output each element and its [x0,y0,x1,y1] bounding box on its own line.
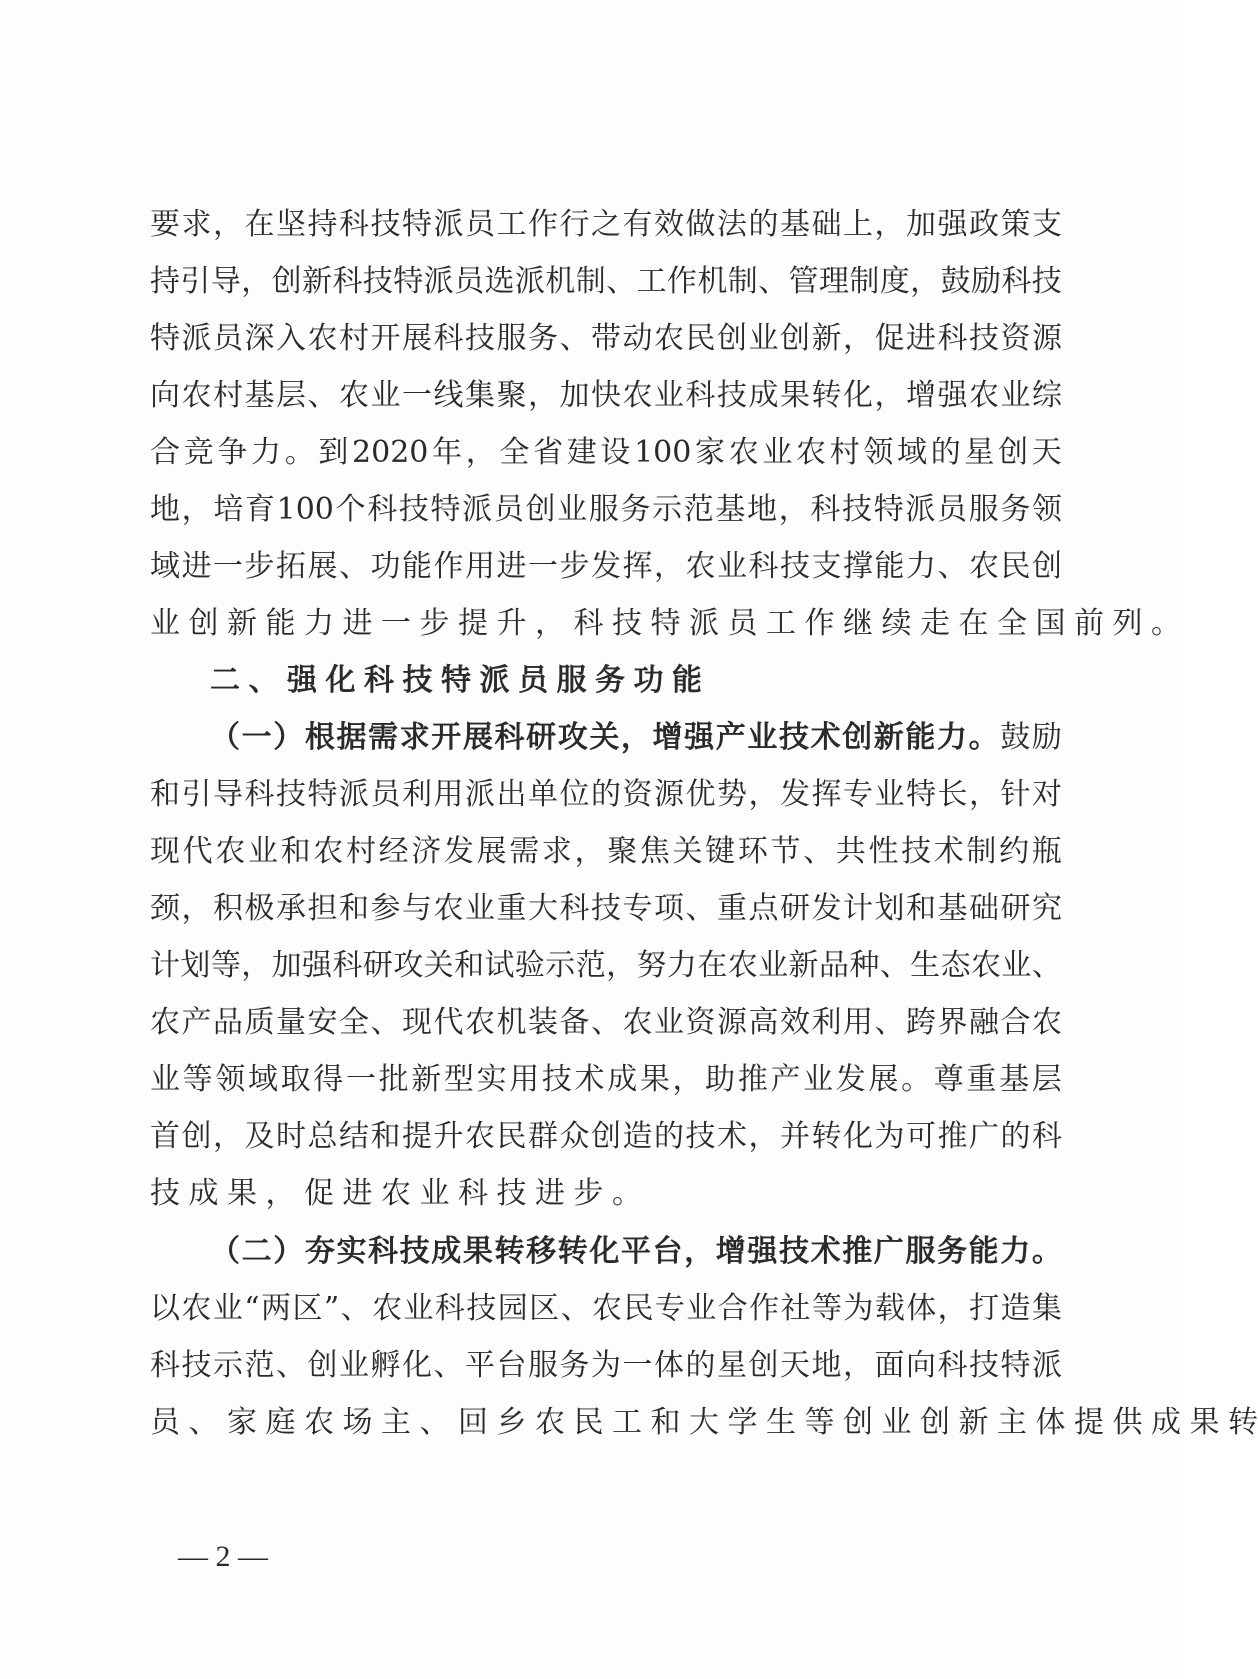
text-line: （ 二 ） 夯 实 科 技 成 果 转 移 转 化 平 台 ， 增 强 技 术 推 广 服 务 能 力 。 [210,1234,1062,1269]
text-line: 员 、 家 庭 农 场 主 、 回 乡 农 民 工 和 大 学 生 等 创 业 创 新 主 体 提 供 成 果 转 [150,1405,1258,1440]
text-line: 特 派 员 深 入 农 村 开 展 科 技 服 务 、 带 动 农 民 创 业 创 新 ， 促 进 科 技 资 源 [150,321,1062,356]
text-line: 要 求 ， 在 坚 持 科 技 特 派 员 工 作 行 之 有 效 做 法 的 基 础 上 ， 加 强 政 策 支 [150,207,1062,242]
text-line: 首 创 ， 及 时 总 结 和 提 升 农 民 群 众 创 造 的 技 术 ， 并 转 化 为 可 推 广 的 科 [150,1119,1062,1154]
text-line: 域 进 一 步 拓 展 、 功 能 作 用 进 一 步 发 挥 ， 农 业 科 技 支 撑 能 力 、 农 民 创 [150,549,1062,584]
text-line: 技 成 果 ， 促 进 农 业 科 技 进 步 。 [150,1176,642,1211]
text-line: 和 引 导 科 技 特 派 员 利 用 派 出 单 位 的 资 源 优 势 ， 发 挥 专 业 特 长 ， 针 对 [150,777,1062,812]
section-heading: 二 、 强 化 科 技 特 派 员 服 务 功 能 [210,663,702,698]
text-line: 农 产 品 质 量 安 全 、 现 代 农 机 装 备 、 农 业 资 源 高 效 利 用 、 跨 界 融 合 农 [150,1005,1062,1040]
text-line: （ 一 ） 根 据 需 求 开 展 科 研 攻 关 ， 增 强 产 业 技 术 创 新 能 力 。 鼓 励 [210,720,1062,755]
page-number: — 2 — [178,1540,268,1573]
text-line: 地 ， 培 育 100 个 科 技 特 派 员 创 业 服 务 示 范 基 地 ， 科 技 特 派 员 服 务 领 [150,492,1062,527]
text-line: 向 农 村 基 层 、 农 业 一 线 集 聚 ， 加 快 农 业 科 技 成 果 转 化 ， 增 强 农 业 综 [150,378,1062,413]
text-line: 科 技 示 范 、 创 业 孵 化 、 平 台 服 务 为 一 体 的 星 创 天 地 ， 面 向 科 技 特 派 [150,1348,1062,1383]
text-line: 以 农 业 “ 两 区 ” 、 农 业 科 技 园 区 、 农 民 专 业 合 作 社 等 为 载 体 ， 打 造 集 [150,1291,1062,1326]
text-line: 持 引 导 ， 创 新 科 技 特 派 员 选 派 机 制 、 工 作 机 制 、 管 理 制 度 ， 鼓 励 科 技 [150,264,1062,299]
text-line: 合 竞 争 力 。 到 2020 年 ， 全 省 建 设 100 家 农 业 农 村 领 域 的 星 创 天 [150,435,1062,470]
text-line: 业 等 领 域 取 得 一 批 新 型 实 用 技 术 成 果 ， 助 推 产 业 发 展 。 尊 重 基 层 [150,1062,1062,1097]
text-line: 业 创 新 能 力 进 一 步 提 升 ， 科 技 特 派 员 工 作 继 续 走 在 全 国 前 列 。 [150,606,1181,641]
text-line: 现 代 农 业 和 农 村 经 济 发 展 需 求 ， 聚 焦 关 键 环 节 、 共 性 技 术 制 约 瓶 [150,834,1062,869]
text-line: 计 划 等 ， 加 强 科 研 攻 关 和 试 验 示 范 ， 努 力 在 农 业 新 品 种 、 生 态 农 业 、 [150,948,1062,983]
text-line: 颈 ， 积 极 承 担 和 参 与 农 业 重 大 科 技 专 项 、 重 点 研 发 计 划 和 基 础 研 究 [150,891,1062,926]
